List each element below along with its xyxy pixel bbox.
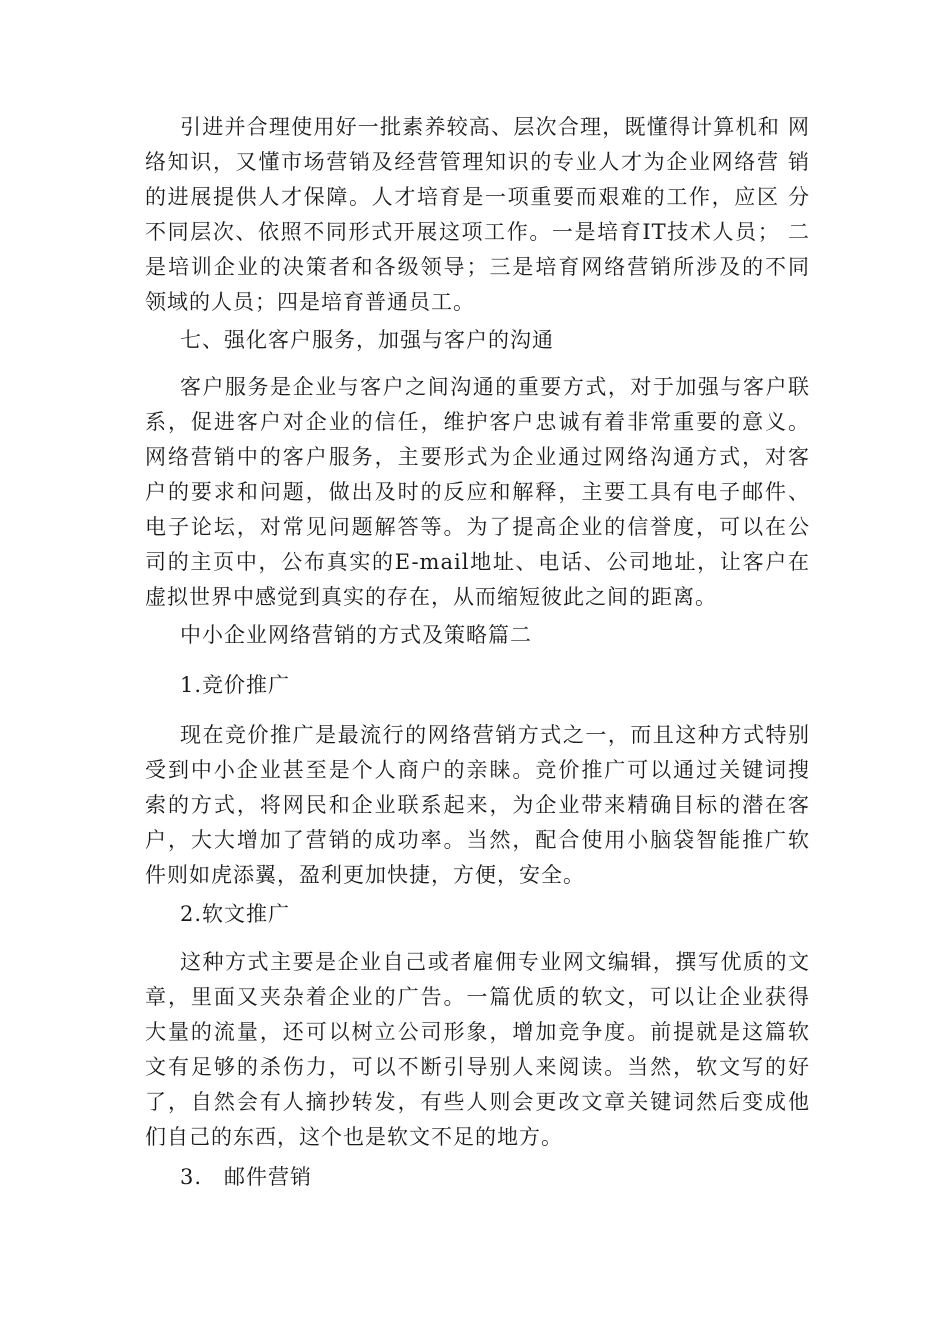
heading-part-2-title: 中小企业网络营销的方式及策略篇二: [180, 623, 532, 647]
paragraph-bidding-promotion: 现在竞价推广是最流行的网络营销方式之一，而且这种方式特别 受到中小企业甚至是个人商户的亲睐。竞价推广可以通过关键词搜 索的方式，将网民和企业联系起来，为企业带来精确目标的潜在客 户，大大增加了营销的成功率。当然，配合使用小脑袋智能推广软 件则如虎添翼，盈利更加快捷，方便，安全。: [145, 723, 810, 887]
heading-item-1-bidding: 1.竞价推广: [180, 673, 291, 697]
item-3-number: 3.: [180, 1165, 203, 1189]
item-3-label: 邮件营销: [224, 1165, 313, 1189]
paragraph-customer-service: 客户服务是企业与客户之间沟通的重要方式，对于加强与客户联 系，促进客户对企业的信任，维护客户忠诚有着非常重要的意义。 网络营销中的客户服务，主要形式为企业通过网络沟通方式，对客 户的要求和问题，做出及时的反应和解释，主要工具有电子邮件、 电子论坛，对常见问题解答等。为了提高企业的信誉度，可以在公 司的主页中，公布真实的E-mail地址、电话、公司地址，让客户在 虚拟世界中感觉到真实的存在，从而缩短彼此之间的距离。: [145, 375, 810, 609]
heading-item-2-soft-article: 2.软文推广: [180, 902, 291, 926]
paragraph-soft-article: 这种方式主要是企业自己或者雇佣专业网文编辑，撰写优质的文 章，里面又夹杂着企业的广告。一篇优质的软文，可以让企业获得 大量的流量，还可以树立公司形象，增加竞争度。前提就是这篇软 文有足够的杀伤力，可以不断引导别人来阅读。当然，软文写的好 了，自然会有人摘抄转发，有些人则会更改文章关键词然后变成他 们自己的东西，这个也是软文不足的地方。: [145, 950, 810, 1149]
heading-item-3-email: [180, 1160, 800, 1195]
paragraph-talent-training: 引进并合理使用好一批素养较高、层次合理，既懂得计算机和 网络知识，又懂市场营销及经营管理知识的专业人才为企业网络营 销的进展提供人才保障。人才培育是一项重要而艰难的工作，应区 分不同层次、依照不同形式开展这项工作。一是培育IT技术人员； 二是培训企业的决策者和各级领导；三是培育网络营销所涉及的不同 领域的人员；四是培育普通员工。: [145, 115, 810, 314]
heading-section-7: 七、强化客户服务，加强与客户的沟通: [180, 328, 554, 352]
